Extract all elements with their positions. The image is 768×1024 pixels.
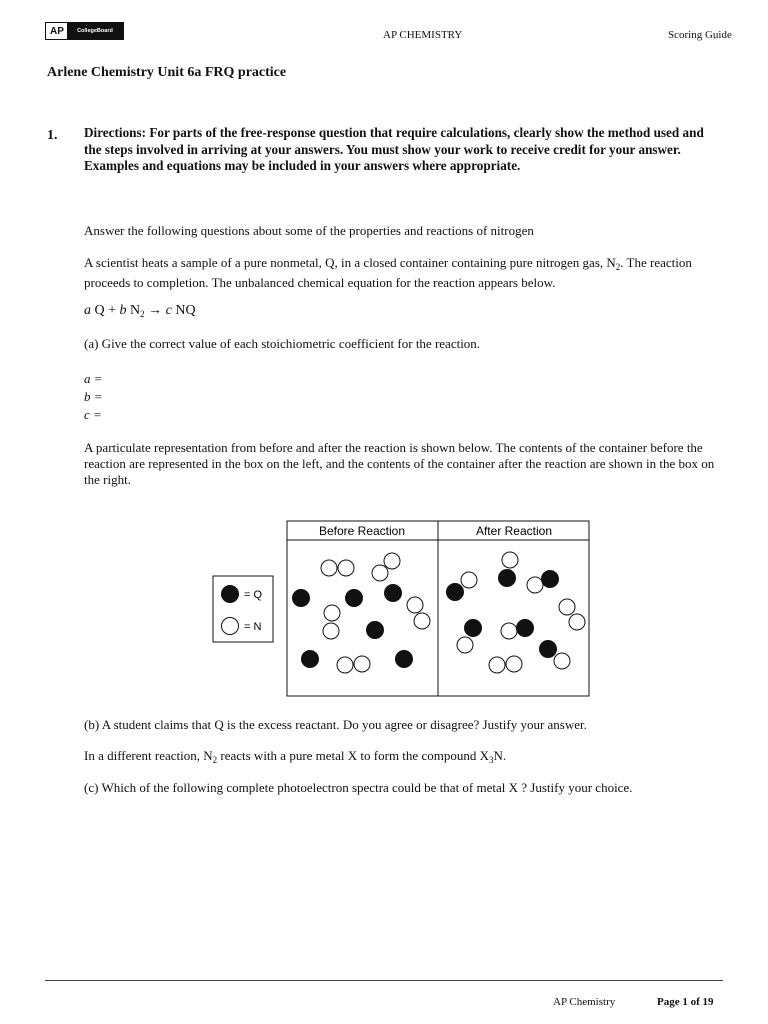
after-n-particle-6 [559, 599, 575, 615]
intro-text: Answer the following questions about some of the properties and reactions of nitrogen [84, 223, 534, 238]
after-n-particle-15 [506, 656, 522, 672]
part-b-question: (b) A student claims that Q is the excess reactant. Do you agree or disagree? Justify your answer. [84, 717, 587, 732]
legend-n-label: = N [244, 621, 262, 633]
after-n-particle-9 [457, 637, 473, 653]
after-q-particle-5 [542, 571, 559, 588]
before-n-particle-13 [337, 657, 353, 673]
directions-text: Directions: For parts of the free-response question that require calculations, clearly show the method used and the steps involved in arriving at your answers. You must show your work to receive credit for your answer. Examples and equations may be included in your answers where appropriate. [84, 125, 704, 173]
before-q-particle-5 [293, 590, 310, 607]
question-number: 1. [47, 128, 58, 143]
before-q-particle-6 [346, 590, 363, 607]
page-title: Arlene Chemistry Unit 6a FRQ practice [47, 65, 287, 80]
part-c-question: (c) Which of the following complete photoelectron spectra could be that of metal X ? Justify your choice. [84, 780, 633, 795]
before-n-particle-8 [414, 613, 430, 629]
page-number: Page 1 of 19 [657, 996, 714, 1008]
particulate-paragraph: A particulate representation from before and after the reaction is shown below. The contents of the container before the reaction are represented in the box on the left, and the contents of the container after the reaction are shown in the box on the right. [84, 440, 715, 487]
before-q-particle-11 [367, 622, 384, 639]
after-q-particle-11 [517, 620, 534, 637]
logo-collegeboard-text: CollegeBoard [67, 23, 123, 39]
legend-box [213, 576, 273, 642]
after-n-particle-7 [569, 614, 585, 630]
after-n-particle-14 [489, 657, 505, 673]
scientist-paragraph: A scientist heats a sample of a pure nonmetal, Q, in a closed container containing pure nitrogen gas, $N_2$. The reaction proceeds to completion. The unbalanced chemical equation for the reaction appears below. [84, 255, 692, 290]
before-n-particle-3 [372, 565, 388, 581]
after-q-particle-12 [540, 641, 557, 658]
after-q-particle-3 [499, 570, 516, 587]
header-subject: AP CHEMISTRY [383, 29, 463, 41]
logo-ap-text: AP [50, 25, 64, 37]
before-reaction-label: Before Reaction [318, 524, 406, 538]
legend-q-particle [222, 586, 239, 603]
coefficient-a: a = [84, 371, 103, 386]
before-n-particle-1 [338, 560, 354, 576]
coefficient-list [84, 370, 724, 424]
coefficient-c: c = [84, 407, 102, 422]
after-q-particle-8 [465, 620, 482, 637]
after-n-particle-0 [502, 552, 518, 568]
chemical-equation: a Q + b $N_2 \to c$ NQ [84, 303, 196, 319]
after-n-particle-10 [501, 623, 517, 639]
before-n-particle-2 [384, 553, 400, 569]
before-particles [293, 553, 431, 673]
before-q-particle-4 [385, 585, 402, 602]
before-n-particle-9 [324, 605, 340, 621]
before-n-particle-7 [407, 597, 423, 613]
particulate-diagram [212, 520, 592, 700]
before-q-particle-15 [396, 651, 413, 668]
before-n-particle-10 [323, 623, 339, 639]
after-n-particle-13 [554, 653, 570, 669]
before-n-particle-0 [321, 560, 337, 576]
footer-subject: AP Chemistry [553, 996, 616, 1008]
after-n-particle-4 [527, 577, 543, 593]
different-reaction-text: In a different reaction, $N_2$ reacts with a pure metal X to form the compound $X_3N$. [84, 748, 507, 765]
after-n-particle-1 [461, 572, 477, 588]
part-a-question: (a) Give the correct value of each stoichiometric coefficient for the reaction. [84, 336, 481, 351]
ap-collegeboard-logo [45, 22, 124, 40]
before-n-particle-14 [354, 656, 370, 672]
before-q-particle-12 [302, 651, 319, 668]
footer-divider [45, 980, 723, 981]
after-particles [447, 552, 586, 673]
header-scoring-guide: Scoring Guide [668, 29, 732, 41]
after-q-particle-2 [447, 584, 464, 601]
legend-q-label: = Q [244, 589, 263, 601]
coefficient-b: b = [84, 389, 103, 404]
legend-n-particle [222, 618, 239, 635]
after-reaction-label: After Reaction [475, 524, 553, 538]
